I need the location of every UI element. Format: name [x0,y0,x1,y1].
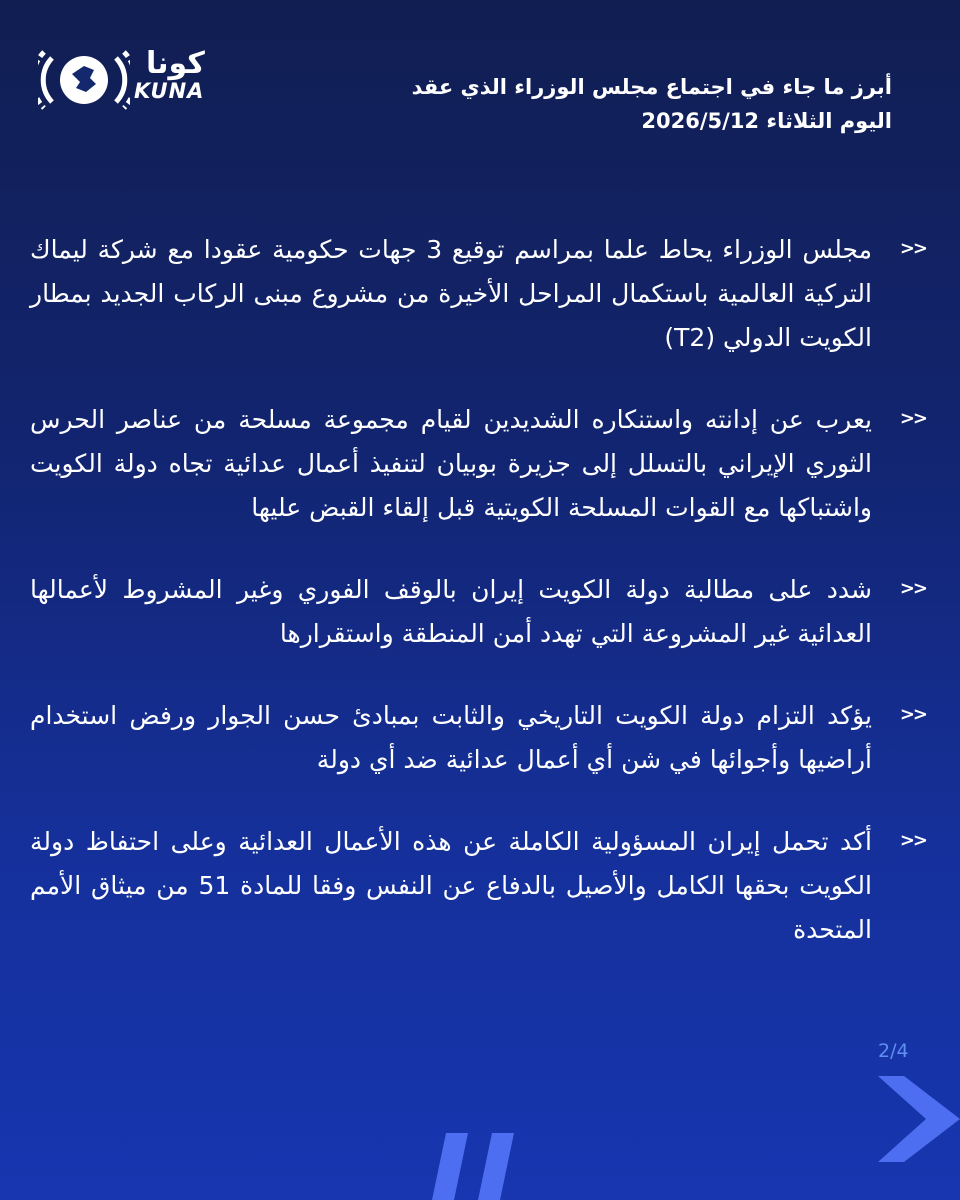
page-indicator: 2/4 [878,1040,909,1062]
logo-arabic-text: كونا [146,46,205,81]
list-item [30,820,930,952]
news-items-list [30,228,930,990]
list-item-text: يعرب عن إدانته واستنكاره الشديدين لقيام مجموعة مسلحة من عناصر الحرس الثوري الإيراني بالتسلل إلى جزيرة بوبيان لتنفيذ أعمال عدائية تجاه دولة الكويت واشتباكها مع القوات المسلحة الكويتية قبل إلقاء القبض عليها [30,405,872,522]
list-item-text: يؤكد التزام دولة الكويت التاريخي والثابت بمبادئ حسن الجوار ورفض استخدام أراضيها وأجوائها في شن أي أعمال عدائية ضد أي دولة [30,701,872,774]
list-item-text: أكد تحمل إيران المسؤولية الكاملة عن هذه الأعمال العدائية وعلى احتفاظ دولة الكويت بحقها الكامل والأصيل بالدفاع عن النفس وفقا للمادة 51 من ميثاق الأمم المتحدة [30,827,872,944]
list-item-text: مجلس الوزراء يحاط علما بمراسم توقيع 3 جهات حكومية عقودا مع شركة ليماك التركية العالمية باستكمال المراحل الأخيرة من مشروع مبنى الركاب الجديد بمطار الكويت الدولي (T2) [30,235,872,352]
next-arrow-icon[interactable] [878,1076,960,1162]
kuna-logo [38,44,208,114]
list-item-text: شدد على مطالبة دولة الكويت إيران بالوقف الفوري وغير المشروط لأعمالها العدائية غير المشروعة التي تهدد أمن المنطقة واستقرارها [30,575,872,648]
bullet-chevron-icon: >> [899,830,926,851]
list-item [30,228,930,360]
page-title: أبرز ما جاء في اجتماع مجلس الوزراء الذي عقد اليوم الثلاثاء 2026/5/12 [411,75,892,133]
quote-mark-icon [432,1133,528,1200]
bullet-chevron-icon: >> [899,238,926,259]
logo-english-text: KUNA [134,79,205,103]
bullet-chevron-icon: >> [899,408,926,429]
kuna-emblem-icon [38,44,130,114]
list-item [30,568,930,656]
bullet-chevron-icon: >> [899,578,926,599]
list-item [30,694,930,782]
bullet-chevron-icon: >> [899,704,926,725]
list-item [30,398,930,530]
